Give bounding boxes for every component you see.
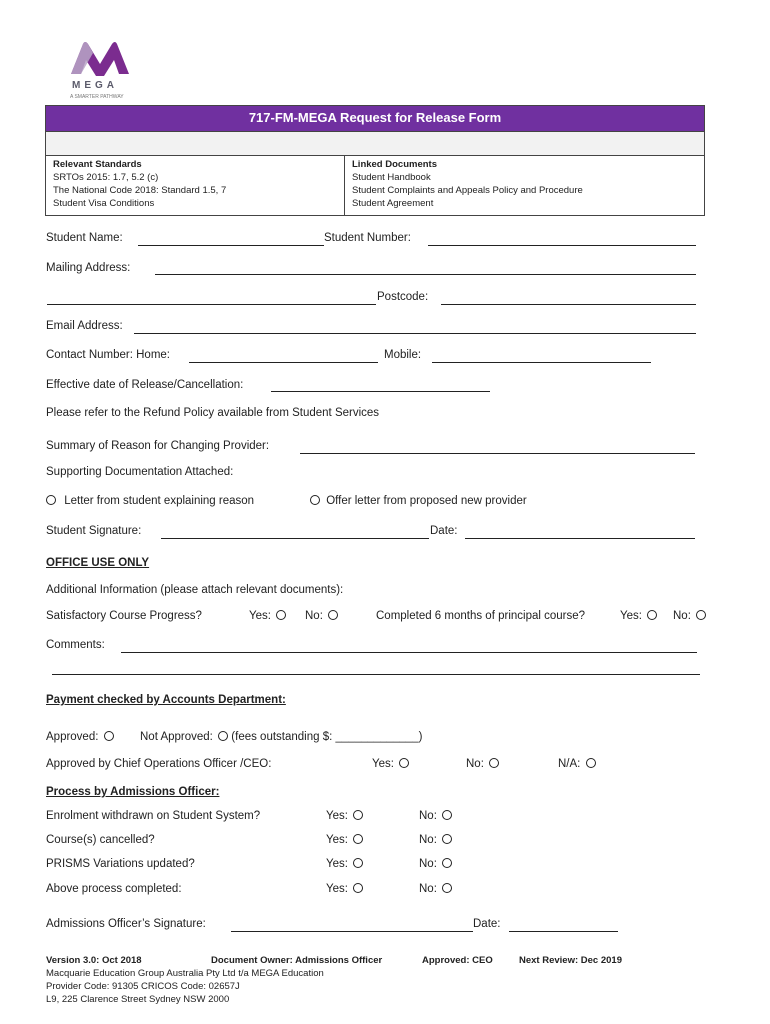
mailing-address-label: Mailing Address: bbox=[46, 262, 131, 274]
process-row-yes[interactable] bbox=[326, 834, 363, 846]
approved-radio[interactable] bbox=[104, 731, 114, 741]
standards-line: The National Code 2018: Standard 1.5, 7 bbox=[53, 185, 227, 196]
option-offer-label: Offer letter from proposed new provider bbox=[326, 495, 527, 507]
approved-by-na[interactable] bbox=[558, 758, 596, 770]
no-label: No: bbox=[419, 858, 437, 870]
yes-label: Yes: bbox=[326, 858, 348, 870]
approved-by-yes[interactable] bbox=[372, 758, 409, 770]
approved-by-na-radio[interactable] bbox=[586, 758, 596, 768]
contact-home-label: Contact Number: Home: bbox=[46, 349, 170, 361]
logo-tagline: A SMARTER PATHWAY bbox=[70, 94, 124, 100]
course-progress-no[interactable] bbox=[305, 610, 338, 622]
yes-label: Yes: bbox=[326, 810, 348, 822]
linked-doc-item: Student Agreement bbox=[352, 198, 434, 209]
standards-heading: Relevant Standards bbox=[53, 159, 142, 170]
contact-home-field[interactable] bbox=[189, 362, 378, 363]
payment-heading: Payment checked by Accounts Department: bbox=[46, 694, 286, 706]
yes-label: Yes: bbox=[620, 610, 642, 622]
linked-docs-heading: Linked Documents bbox=[352, 159, 437, 170]
student-name-field[interactable] bbox=[138, 245, 324, 246]
effective-date-label: Effective date of Release/Cancellation: bbox=[46, 379, 244, 391]
completed-no-radio[interactable] bbox=[696, 610, 706, 620]
mailing-address-field[interactable] bbox=[155, 274, 696, 275]
footer-version: Version 3.0: Oct 2018 bbox=[46, 955, 142, 966]
form-title-bar bbox=[46, 106, 704, 131]
no-label: No: bbox=[305, 610, 323, 622]
student-signature-field[interactable] bbox=[161, 538, 429, 539]
process-row-yes[interactable] bbox=[326, 883, 363, 895]
footer-owner: Document Owner: Admissions Officer bbox=[211, 955, 383, 966]
officer-date-field[interactable] bbox=[509, 931, 618, 932]
officer-date-label: Date: bbox=[473, 918, 501, 930]
standards-line: Student Visa Conditions bbox=[53, 198, 155, 209]
course-progress-label: Satisfactory Course Progress? bbox=[46, 610, 202, 622]
approved-by-yes-radio[interactable] bbox=[399, 758, 409, 768]
additional-info-label: Additional Information (please attach relevant documents): bbox=[46, 584, 344, 596]
linked-doc-item: Student Handbook bbox=[352, 172, 431, 183]
payment-approved[interactable] bbox=[46, 731, 114, 743]
form-header-box bbox=[45, 105, 705, 216]
footer-next-review: Next Review: Dec 2019 bbox=[519, 955, 622, 966]
not-approved-label: Not Approved: bbox=[140, 731, 213, 743]
student-signature-label: Student Signature: bbox=[46, 525, 142, 537]
payment-not-approved[interactable] bbox=[140, 731, 422, 743]
yes-label: Yes: bbox=[326, 834, 348, 846]
course-progress-yes[interactable] bbox=[249, 610, 286, 622]
process-yes-radio[interactable] bbox=[353, 834, 363, 844]
not-approved-radio[interactable] bbox=[218, 731, 228, 741]
summary-reason-label: Summary of Reason for Changing Provider: bbox=[46, 440, 270, 452]
no-label: No: bbox=[419, 810, 437, 822]
process-no-radio[interactable] bbox=[442, 810, 452, 820]
completed-6-months-label: Completed 6 months of principal course? bbox=[376, 610, 586, 622]
form-title: 717-FM-MEGA Request for Release Form bbox=[248, 110, 502, 125]
logo-brand: MEGA bbox=[72, 80, 118, 91]
process-no-radio[interactable] bbox=[442, 883, 452, 893]
student-name-label: Student Name: bbox=[46, 232, 123, 244]
refund-policy-note: Please refer to the Refund Policy available from Student Services bbox=[46, 407, 380, 419]
option-letter[interactable] bbox=[46, 495, 254, 507]
completed-6-months-no[interactable] bbox=[673, 610, 706, 622]
no-label: No: bbox=[419, 883, 437, 895]
linked-docs-cell bbox=[352, 158, 697, 210]
student-date-field[interactable] bbox=[465, 538, 695, 539]
process-row-no[interactable] bbox=[419, 883, 452, 895]
process-row-label: Above process completed: bbox=[46, 883, 182, 895]
process-no-radio[interactable] bbox=[442, 858, 452, 868]
mega-logo-mark bbox=[69, 40, 131, 76]
process-row-no[interactable] bbox=[419, 834, 452, 846]
approved-by-no-radio[interactable] bbox=[489, 758, 499, 768]
no-label: No: bbox=[466, 758, 484, 770]
student-number-field[interactable] bbox=[428, 245, 696, 246]
linked-doc-item: Student Complaints and Appeals Policy and Procedure bbox=[352, 185, 583, 196]
process-row-label: Enrolment withdrawn on Student System? bbox=[46, 810, 261, 822]
footer-provider-code: Provider Code: 91305 CRICOS Code: 02657J bbox=[46, 981, 240, 992]
process-row-no[interactable] bbox=[419, 858, 452, 870]
comments-field[interactable] bbox=[121, 652, 697, 653]
process-row-yes[interactable] bbox=[326, 858, 363, 870]
mailing-address-field-line2[interactable] bbox=[47, 304, 376, 305]
approved-label: Approved: bbox=[46, 731, 99, 743]
yes-label: Yes: bbox=[249, 610, 271, 622]
comments-label: Comments: bbox=[46, 639, 105, 651]
student-date-label: Date: bbox=[430, 525, 458, 537]
approved-by-label: Approved by Chief Operations Officer /CEO: bbox=[46, 758, 272, 770]
process-yes-radio[interactable] bbox=[353, 883, 363, 893]
effective-date-field[interactable] bbox=[271, 391, 490, 392]
option-letter-label: Letter from student explaining reason bbox=[64, 495, 255, 507]
approved-by-no[interactable] bbox=[466, 758, 499, 770]
footer-address: L9, 225 Clarence Street Sydney NSW 2000 bbox=[46, 994, 230, 1005]
mobile-field[interactable] bbox=[432, 362, 651, 363]
no-label: No: bbox=[673, 610, 691, 622]
student-number-label: Student Number: bbox=[324, 232, 411, 244]
process-row-label: Course(s) cancelled? bbox=[46, 834, 155, 846]
na-label: N/A: bbox=[558, 758, 581, 770]
process-row-no[interactable] bbox=[419, 810, 452, 822]
process-heading: Process by Admissions Officer: bbox=[46, 786, 220, 798]
process-row-label: PRISMS Variations updated? bbox=[46, 858, 195, 870]
course-progress-yes-radio[interactable] bbox=[276, 610, 286, 620]
footer-approved: Approved: CEO bbox=[422, 955, 493, 966]
option-offer[interactable] bbox=[310, 495, 527, 507]
postcode-field[interactable] bbox=[441, 304, 696, 305]
no-label: No: bbox=[419, 834, 437, 846]
officer-signature-field[interactable] bbox=[231, 931, 473, 932]
footer-company: Macquarie Education Group Australia Pty Ltd t/a MEGA Education bbox=[46, 968, 324, 979]
officer-signature-label: Admissions Officer’s Signature: bbox=[46, 918, 206, 930]
email-label: Email Address: bbox=[46, 320, 123, 332]
postcode-label: Postcode: bbox=[377, 291, 429, 303]
option-offer-radio[interactable] bbox=[310, 495, 320, 505]
summary-reason-field[interactable] bbox=[300, 453, 695, 454]
header-divider bbox=[344, 156, 345, 216]
comments-field-line2[interactable] bbox=[52, 674, 700, 675]
completed-6-months-yes[interactable] bbox=[620, 610, 657, 622]
process-no-radio[interactable] bbox=[442, 834, 452, 844]
fees-outstanding-label: (fees outstanding $: _____________) bbox=[231, 731, 423, 743]
course-progress-no-radio[interactable] bbox=[328, 610, 338, 620]
option-letter-radio[interactable] bbox=[46, 495, 56, 505]
standards-cell bbox=[53, 158, 343, 210]
process-yes-radio[interactable] bbox=[353, 858, 363, 868]
mobile-label: Mobile: bbox=[384, 349, 422, 361]
process-row-yes[interactable] bbox=[326, 810, 363, 822]
email-field[interactable] bbox=[134, 333, 696, 334]
supporting-docs-label: Supporting Documentation Attached: bbox=[46, 466, 234, 478]
mega-logo bbox=[68, 40, 132, 102]
completed-yes-radio[interactable] bbox=[647, 610, 657, 620]
yes-label: Yes: bbox=[326, 883, 348, 895]
office-use-heading: OFFICE USE ONLY bbox=[46, 557, 150, 569]
header-spacer-row bbox=[46, 131, 704, 156]
standards-line: SRTOs 2015: 1.7, 5.2 (c) bbox=[53, 172, 159, 183]
process-yes-radio[interactable] bbox=[353, 810, 363, 820]
yes-label: Yes: bbox=[372, 758, 394, 770]
